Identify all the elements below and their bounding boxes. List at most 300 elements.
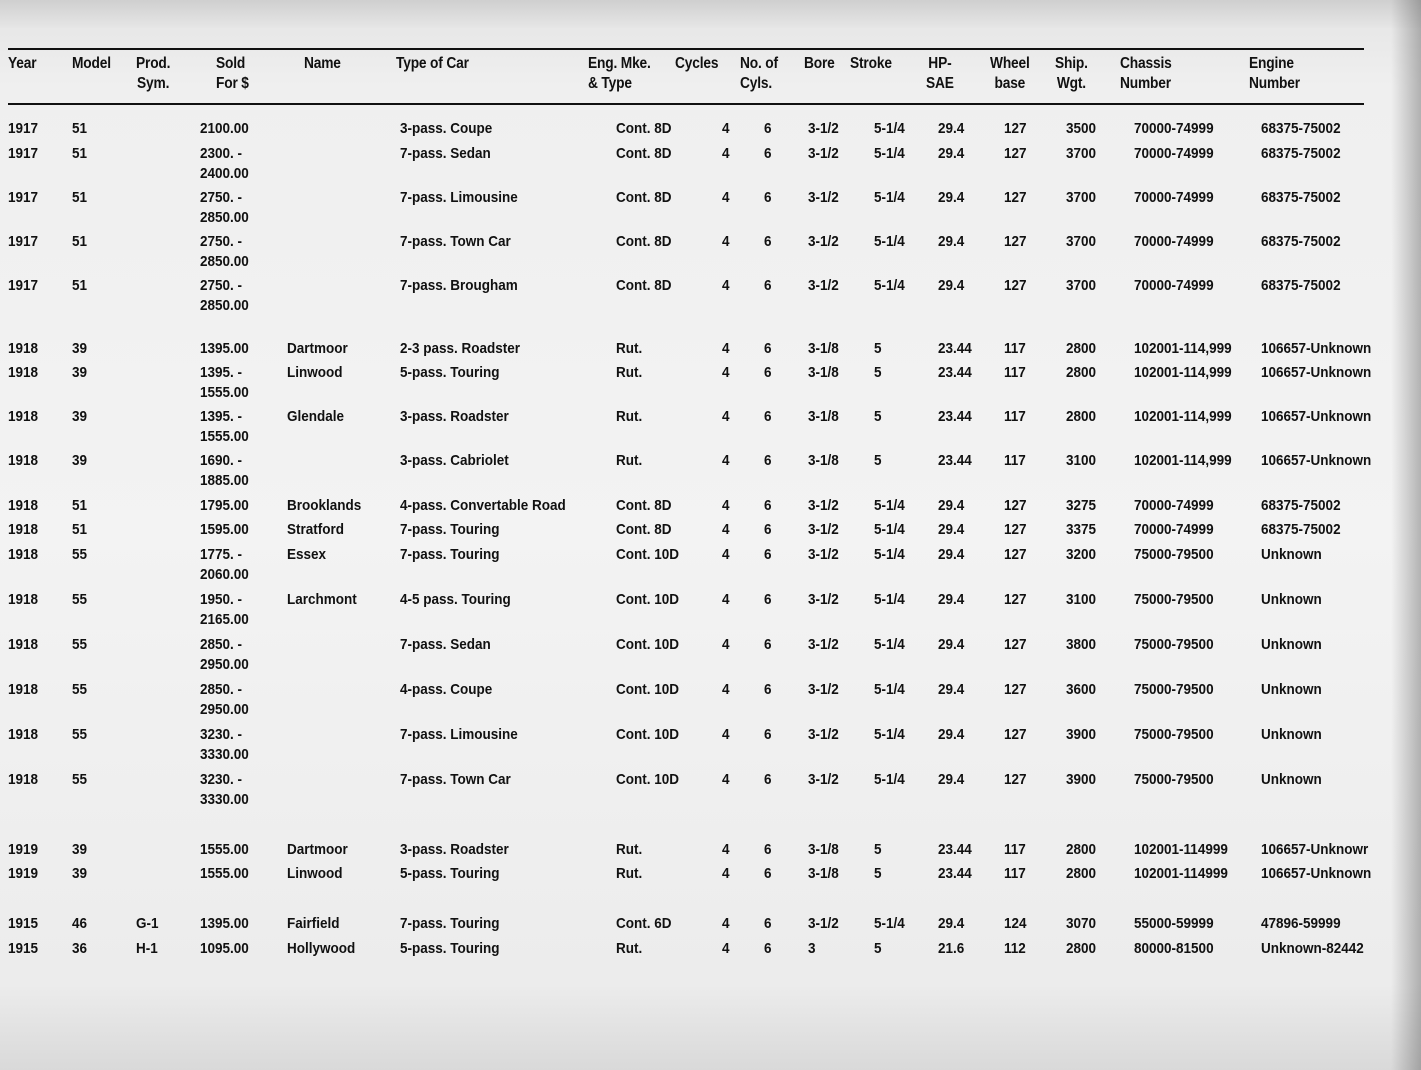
- cell-bore: 3-1/2: [808, 277, 839, 294]
- header-bore-line2: Bore: [804, 55, 835, 72]
- cell-bore: 3-1/8: [808, 865, 839, 882]
- cell-type-of-car: 2-3 pass. Roadster: [400, 340, 521, 357]
- cell-sold-for: 1095.00: [200, 940, 249, 957]
- cell-eng-mke: Cont. 8D: [616, 521, 672, 538]
- cell-hp-sae: 29.4: [938, 681, 965, 698]
- cell-stroke: 5-1/4: [874, 636, 905, 653]
- cell-name: Fairfield: [287, 915, 340, 932]
- cell-year: 1918: [8, 497, 39, 514]
- cell-eng-mke: Rut.: [616, 841, 643, 858]
- cell-bore: 3-1/8: [808, 408, 839, 425]
- cell-engine-number: Unknown: [1261, 771, 1322, 788]
- cell-sold-for: 3230. -: [200, 726, 243, 743]
- cell-type-of-car: 3-pass. Coupe: [400, 120, 493, 137]
- cell-ship-wgt: 2800: [1066, 340, 1097, 357]
- cell-model: 51: [72, 521, 88, 538]
- cell-engine-number: Unknown: [1261, 591, 1322, 608]
- cell-chassis-number: 102001-114999: [1134, 841, 1228, 858]
- cell-cycles: 4: [722, 277, 730, 294]
- header-year: [8, 54, 36, 102]
- cell-eng-mke: Cont. 10D: [616, 546, 680, 563]
- cell-type-of-car: 5-pass. Touring: [400, 364, 500, 381]
- cell-ship-wgt: 2800: [1066, 408, 1097, 425]
- cell-bore: 3-1/2: [808, 497, 839, 514]
- header-engine-number-line1: Engine: [1249, 55, 1294, 72]
- cell-stroke: 5-1/4: [874, 915, 905, 932]
- cell-year: 1915: [8, 940, 39, 957]
- cell-year: 1917: [8, 145, 39, 162]
- cell-type-of-car: 5-pass. Touring: [400, 865, 500, 882]
- cell-type-of-car: 7-pass. Limousine: [400, 189, 518, 206]
- cell-bore: 3: [808, 940, 816, 957]
- cell-bore: 3-1/8: [808, 340, 839, 357]
- cell-engine-number: Unknown: [1261, 726, 1322, 743]
- cell-sold-for-upper: 2850.00: [200, 297, 249, 314]
- cell-year: 1917: [8, 120, 39, 137]
- cell-bore: 3-1/8: [808, 364, 839, 381]
- cell-ship-wgt: 3700: [1066, 189, 1097, 206]
- header-wheel-base-line1: Wheel: [990, 55, 1030, 72]
- cell-sold-for: 2850. -: [200, 681, 243, 698]
- cell-year: 1918: [8, 681, 39, 698]
- cell-chassis-number: 55000-59999: [1134, 915, 1214, 932]
- cell-stroke: 5: [874, 452, 882, 469]
- cell-bore: 3-1/2: [808, 145, 839, 162]
- cell-cycles: 4: [722, 452, 730, 469]
- cell-stroke: 5-1/4: [874, 497, 905, 514]
- cell-cycles: 4: [722, 771, 730, 788]
- cell-engine-number: 68375-75002: [1261, 120, 1341, 137]
- cell-eng-mke: Rut.: [616, 940, 643, 957]
- cell-type-of-car: 7-pass. Town Car: [400, 233, 511, 250]
- cell-sold-for: 2100.00: [200, 120, 249, 137]
- cell-sold-for-upper: 2950.00: [200, 656, 249, 673]
- cell-wheel-base: 117: [1004, 340, 1026, 357]
- cell-prod-sym: H-1: [136, 940, 158, 957]
- cell-model: 46: [72, 915, 88, 932]
- cell-sold-for-upper: 1555.00: [200, 384, 249, 401]
- cell-sold-for-upper: 2060.00: [200, 566, 249, 583]
- cell-stroke: 5: [874, 865, 882, 882]
- cell-cycles: 4: [722, 841, 730, 858]
- cell-hp-sae: 29.4: [938, 497, 965, 514]
- cell-year: 1917: [8, 277, 39, 294]
- cell-cyls: 6: [764, 277, 772, 294]
- cell-wheel-base: 117: [1004, 865, 1026, 882]
- cell-engine-number: 68375-75002: [1261, 145, 1341, 162]
- cell-ship-wgt: 3375: [1066, 521, 1097, 538]
- header-engine-number-line2: Number: [1249, 75, 1300, 92]
- cell-cyls: 6: [764, 340, 772, 357]
- cell-cycles: 4: [722, 233, 730, 250]
- cell-wheel-base: 124: [1004, 915, 1027, 932]
- header-wheel-base-line2: base: [994, 75, 1026, 92]
- cell-wheel-base: 127: [1004, 681, 1027, 698]
- header-sold-for: [216, 54, 249, 102]
- header-no-of-cyls-line2: Cyls.: [740, 75, 773, 92]
- cell-ship-wgt: 3100: [1066, 452, 1097, 469]
- header-prod-sym-line1: Prod.: [136, 55, 171, 72]
- cell-name: Glendale: [287, 408, 345, 425]
- cell-bore: 3-1/8: [808, 841, 839, 858]
- cell-type-of-car: 7-pass. Town Car: [400, 771, 511, 788]
- cell-eng-mke: Cont. 8D: [616, 497, 672, 514]
- cell-hp-sae: 29.4: [938, 636, 965, 653]
- cell-eng-mke: Cont. 10D: [616, 681, 680, 698]
- cell-chassis-number: 75000-79500: [1134, 681, 1214, 698]
- cell-eng-mke: Cont. 8D: [616, 233, 672, 250]
- cell-model: 39: [72, 364, 88, 381]
- cell-engine-number: 47896-59999: [1261, 915, 1341, 932]
- cell-wheel-base: 117: [1004, 408, 1026, 425]
- cell-bore: 3-1/2: [808, 771, 839, 788]
- cell-eng-mke: Cont. 10D: [616, 771, 680, 788]
- cell-year: 1918: [8, 546, 39, 563]
- cell-chassis-number: 70000-74999: [1134, 277, 1214, 294]
- cell-type-of-car: 7-pass. Brougham: [400, 277, 518, 294]
- cell-model: 39: [72, 865, 88, 882]
- cell-engine-number: 68375-75002: [1261, 521, 1341, 538]
- cell-year: 1918: [8, 364, 39, 381]
- cell-chassis-number: 70000-74999: [1134, 145, 1214, 162]
- cell-chassis-number: 102001-114,999: [1134, 340, 1232, 357]
- cell-hp-sae: 29.4: [938, 771, 965, 788]
- cell-stroke: 5-1/4: [874, 546, 905, 563]
- page-top-margin: [0, 0, 1421, 28]
- cell-model: 51: [72, 497, 88, 514]
- cell-sold-for: 2750. -: [200, 189, 243, 206]
- cell-year: 1918: [8, 591, 39, 608]
- cell-model: 39: [72, 452, 88, 469]
- cell-hp-sae: 29.4: [938, 591, 965, 608]
- cell-cyls: 6: [764, 120, 772, 137]
- cell-ship-wgt: 3275: [1066, 497, 1097, 514]
- cell-cycles: 4: [722, 408, 730, 425]
- cell-ship-wgt: 3600: [1066, 681, 1097, 698]
- cell-wheel-base: 127: [1004, 145, 1027, 162]
- header-bore: [804, 54, 835, 102]
- cell-wheel-base: 112: [1004, 940, 1026, 957]
- cell-year: 1917: [8, 189, 39, 206]
- header-cycles: [675, 54, 718, 102]
- cell-type-of-car: 4-5 pass. Touring: [400, 591, 511, 608]
- cell-type-of-car: 7-pass. Sedan: [400, 636, 491, 653]
- header-engine-number: [1249, 54, 1300, 102]
- cell-bore: 3-1/2: [808, 120, 839, 137]
- cell-prod-sym: G-1: [136, 915, 159, 932]
- cell-bore: 3-1/2: [808, 233, 839, 250]
- cell-model: 55: [72, 771, 88, 788]
- cell-chassis-number: 75000-79500: [1134, 726, 1214, 743]
- cell-sold-for: 3230. -: [200, 771, 243, 788]
- cell-engine-number: 68375-75002: [1261, 497, 1341, 514]
- cell-cycles: 4: [722, 940, 730, 957]
- cell-name: Linwood: [287, 865, 343, 882]
- cell-year: 1918: [8, 408, 39, 425]
- cell-eng-mke: Cont. 8D: [616, 277, 672, 294]
- header-ship-wgt-line2: Wgt.: [1056, 75, 1086, 92]
- cell-model: 39: [72, 340, 88, 357]
- cell-wheel-base: 127: [1004, 497, 1027, 514]
- cell-engine-number: 106657-Unknown: [1261, 364, 1372, 381]
- cell-sold-for: 1690. -: [200, 452, 243, 469]
- cell-bore: 3-1/2: [808, 521, 839, 538]
- cell-stroke: 5-1/4: [874, 233, 905, 250]
- cell-cyls: 6: [764, 915, 772, 932]
- cell-cyls: 6: [764, 145, 772, 162]
- cell-wheel-base: 127: [1004, 189, 1027, 206]
- header-name-line2: Name: [304, 55, 341, 72]
- cell-stroke: 5-1/4: [874, 591, 905, 608]
- cell-sold-for-upper: 2850.00: [200, 209, 249, 226]
- cell-sold-for: 2850. -: [200, 636, 243, 653]
- cell-chassis-number: 102001-114999: [1134, 865, 1228, 882]
- cell-eng-mke: Cont. 8D: [616, 189, 672, 206]
- cell-name: Stratford: [287, 521, 345, 538]
- cell-engine-number: Unknown: [1261, 636, 1322, 653]
- cell-cyls: 6: [764, 408, 772, 425]
- cell-cyls: 6: [764, 841, 772, 858]
- header-hp-sae: [926, 54, 954, 102]
- cell-sold-for: 2750. -: [200, 277, 243, 294]
- cell-cyls: 6: [764, 364, 772, 381]
- cell-sold-for-upper: 1555.00: [200, 428, 249, 445]
- header-year-line2: Year: [8, 55, 37, 72]
- header-prod-sym-line2: Sym.: [137, 75, 170, 92]
- cell-model: 51: [72, 145, 88, 162]
- cell-hp-sae: 29.4: [938, 189, 965, 206]
- cell-wheel-base: 127: [1004, 726, 1027, 743]
- cell-chassis-number: 75000-79500: [1134, 771, 1214, 788]
- header-model: [72, 54, 111, 102]
- cell-name: Essex: [287, 546, 327, 563]
- cell-sold-for-upper: 3330.00: [200, 791, 249, 808]
- header-prod-sym: [136, 54, 170, 102]
- cell-hp-sae: 23.44: [938, 865, 972, 882]
- cell-model: 51: [72, 277, 88, 294]
- cell-chassis-number: 102001-114,999: [1134, 364, 1232, 381]
- cell-sold-for: 2750. -: [200, 233, 243, 250]
- cell-sold-for: 1555.00: [200, 865, 249, 882]
- cell-cycles: 4: [722, 364, 730, 381]
- cell-year: 1917: [8, 233, 39, 250]
- cell-type-of-car: 7-pass. Sedan: [400, 145, 491, 162]
- cell-model: 51: [72, 120, 88, 137]
- cell-year: 1918: [8, 771, 39, 788]
- cell-eng-mke: Cont. 8D: [616, 120, 672, 137]
- cell-stroke: 5: [874, 408, 882, 425]
- cell-cycles: 4: [722, 726, 730, 743]
- header-type-of-car-line2: Type of Car: [396, 55, 469, 72]
- cell-ship-wgt: 3500: [1066, 120, 1097, 137]
- cell-chassis-number: 80000-81500: [1134, 940, 1214, 957]
- cell-bore: 3-1/2: [808, 636, 839, 653]
- cell-wheel-base: 127: [1004, 120, 1027, 137]
- header-wheel-base: [990, 54, 1030, 102]
- cell-sold-for: 1950. -: [200, 591, 243, 608]
- cell-engine-number: 106657-Unknown: [1261, 408, 1372, 425]
- cell-chassis-number: 70000-74999: [1134, 189, 1214, 206]
- cell-type-of-car: 3-pass. Roadster: [400, 408, 509, 425]
- cell-hp-sae: 29.4: [938, 521, 965, 538]
- cell-engine-number: Unknown: [1261, 546, 1322, 563]
- cell-bore: 3-1/2: [808, 681, 839, 698]
- cell-cycles: 4: [722, 915, 730, 932]
- cell-sold-for: 2300. -: [200, 145, 243, 162]
- cell-sold-for: 1395. -: [200, 408, 243, 425]
- cell-sold-for-upper: 2400.00: [200, 165, 249, 182]
- cell-hp-sae: 21.6: [938, 940, 965, 957]
- cell-type-of-car: 4-pass. Convertable Road: [400, 497, 566, 514]
- cell-stroke: 5-1/4: [874, 189, 905, 206]
- cell-stroke: 5-1/4: [874, 771, 905, 788]
- cell-cyls: 6: [764, 189, 772, 206]
- header-sold-for-line2: For $: [216, 75, 249, 92]
- header-stroke: [850, 54, 892, 102]
- cell-stroke: 5-1/4: [874, 681, 905, 698]
- cell-model: 55: [72, 636, 88, 653]
- header-chassis-number-line1: Chassis: [1120, 55, 1172, 72]
- cell-wheel-base: 117: [1004, 452, 1026, 469]
- cell-type-of-car: 7-pass. Touring: [400, 521, 500, 538]
- cell-wheel-base: 127: [1004, 546, 1027, 563]
- cell-engine-number: 68375-75002: [1261, 189, 1341, 206]
- cell-model: 51: [72, 189, 88, 206]
- cell-cyls: 6: [764, 546, 772, 563]
- cell-sold-for-upper: 1885.00: [200, 472, 249, 489]
- cell-cyls: 6: [764, 636, 772, 653]
- cell-eng-mke: Cont. 10D: [616, 591, 680, 608]
- cell-cycles: 4: [722, 521, 730, 538]
- cell-type-of-car: 7-pass. Touring: [400, 915, 500, 932]
- cell-year: 1919: [8, 841, 39, 858]
- cell-eng-mke: Rut.: [616, 452, 643, 469]
- cell-model: 51: [72, 233, 88, 250]
- cell-model: 36: [72, 940, 88, 957]
- cell-cyls: 6: [764, 726, 772, 743]
- header-eng-mke-line1: Eng. Mke.: [588, 55, 651, 72]
- header-ship-wgt: [1055, 54, 1088, 102]
- cell-eng-mke: Cont. 10D: [616, 726, 680, 743]
- cell-wheel-base: 127: [1004, 521, 1027, 538]
- cell-chassis-number: 70000-74999: [1134, 120, 1214, 137]
- header-type-of-car: [396, 54, 469, 102]
- cell-chassis-number: 75000-79500: [1134, 546, 1214, 563]
- cell-bore: 3-1/8: [808, 452, 839, 469]
- cell-hp-sae: 29.4: [938, 145, 965, 162]
- header-model-line2: Model: [72, 55, 111, 72]
- cell-model: 55: [72, 726, 88, 743]
- cell-wheel-base: 127: [1004, 277, 1027, 294]
- cell-type-of-car: 7-pass. Limousine: [400, 726, 518, 743]
- cell-chassis-number: 70000-74999: [1134, 497, 1214, 514]
- cell-chassis-number: 75000-79500: [1134, 591, 1214, 608]
- header-no-of-cyls-line1: No. of: [740, 55, 778, 72]
- cell-ship-wgt: 2800: [1066, 364, 1097, 381]
- cell-type-of-car: 7-pass. Touring: [400, 546, 500, 563]
- cell-cyls: 6: [764, 771, 772, 788]
- cell-cyls: 6: [764, 521, 772, 538]
- cell-eng-mke: Rut.: [616, 364, 643, 381]
- cell-stroke: 5: [874, 841, 882, 858]
- cell-wheel-base: 127: [1004, 771, 1027, 788]
- cell-sold-for-upper: 2850.00: [200, 253, 249, 270]
- cell-bore: 3-1/2: [808, 726, 839, 743]
- cell-stroke: 5-1/4: [874, 726, 905, 743]
- cell-name: Dartmoor: [287, 841, 348, 858]
- cell-type-of-car: 4-pass. Coupe: [400, 681, 493, 698]
- cell-ship-wgt: 3700: [1066, 233, 1097, 250]
- cell-cyls: 6: [764, 233, 772, 250]
- header-cycles-line2: Cycles: [675, 55, 719, 72]
- header-hp-sae-line1: HP-: [928, 55, 952, 72]
- cell-cycles: 4: [722, 591, 730, 608]
- cell-cyls: 6: [764, 452, 772, 469]
- cell-type-of-car: 3-pass. Roadster: [400, 841, 509, 858]
- cell-model: 55: [72, 591, 88, 608]
- cell-wheel-base: 127: [1004, 636, 1027, 653]
- cell-year: 1918: [8, 452, 39, 469]
- cell-year: 1918: [8, 726, 39, 743]
- cell-model: 55: [72, 546, 88, 563]
- cell-cyls: 6: [764, 940, 772, 957]
- cell-eng-mke: Cont. 6D: [616, 915, 672, 932]
- cell-engine-number: 106657-Unknown: [1261, 340, 1372, 357]
- cell-cyls: 6: [764, 497, 772, 514]
- cell-sold-for-upper: 3330.00: [200, 746, 249, 763]
- cell-cycles: 4: [722, 497, 730, 514]
- cell-ship-wgt: 3700: [1066, 145, 1097, 162]
- cell-ship-wgt: 2800: [1066, 841, 1097, 858]
- cell-sold-for: 1775. -: [200, 546, 243, 563]
- header-chassis-number-line2: Number: [1120, 75, 1171, 92]
- cell-sold-for-upper: 2950.00: [200, 701, 249, 718]
- cell-ship-wgt: 3100: [1066, 591, 1097, 608]
- header-eng-mke: [588, 54, 651, 102]
- header-name: [304, 54, 341, 102]
- cell-ship-wgt: 3900: [1066, 726, 1097, 743]
- cell-bore: 3-1/2: [808, 546, 839, 563]
- cell-stroke: 5-1/4: [874, 521, 905, 538]
- cell-bore: 3-1/2: [808, 915, 839, 932]
- cell-name: Larchmont: [287, 591, 357, 608]
- cell-sold-for: 1395.00: [200, 340, 249, 357]
- cell-ship-wgt: 3200: [1066, 546, 1097, 563]
- cell-hp-sae: 23.44: [938, 452, 972, 469]
- header-hp-sae-line2: SAE: [926, 75, 954, 92]
- cell-chassis-number: 75000-79500: [1134, 636, 1214, 653]
- cell-engine-number: 68375-75002: [1261, 277, 1341, 294]
- cell-chassis-number: 70000-74999: [1134, 521, 1214, 538]
- header-ship-wgt-line1: Ship.: [1055, 55, 1088, 72]
- cell-hp-sae: 23.44: [938, 408, 972, 425]
- cell-year: 1915: [8, 915, 39, 932]
- cell-cyls: 6: [764, 681, 772, 698]
- cell-cycles: 4: [722, 189, 730, 206]
- cell-ship-wgt: 2800: [1066, 940, 1097, 957]
- cell-name: Brooklands: [287, 497, 362, 514]
- cell-eng-mke: Cont. 10D: [616, 636, 680, 653]
- cell-cycles: 4: [722, 340, 730, 357]
- cell-cycles: 4: [722, 546, 730, 563]
- cell-wheel-base: 127: [1004, 591, 1027, 608]
- cell-ship-wgt: 2800: [1066, 865, 1097, 882]
- cell-engine-number: 68375-75002: [1261, 233, 1341, 250]
- cell-stroke: 5: [874, 340, 882, 357]
- header-stroke-line2: Stroke: [850, 55, 892, 72]
- cell-wheel-base: 127: [1004, 233, 1027, 250]
- cell-engine-number: 106657-Unknown: [1261, 452, 1372, 469]
